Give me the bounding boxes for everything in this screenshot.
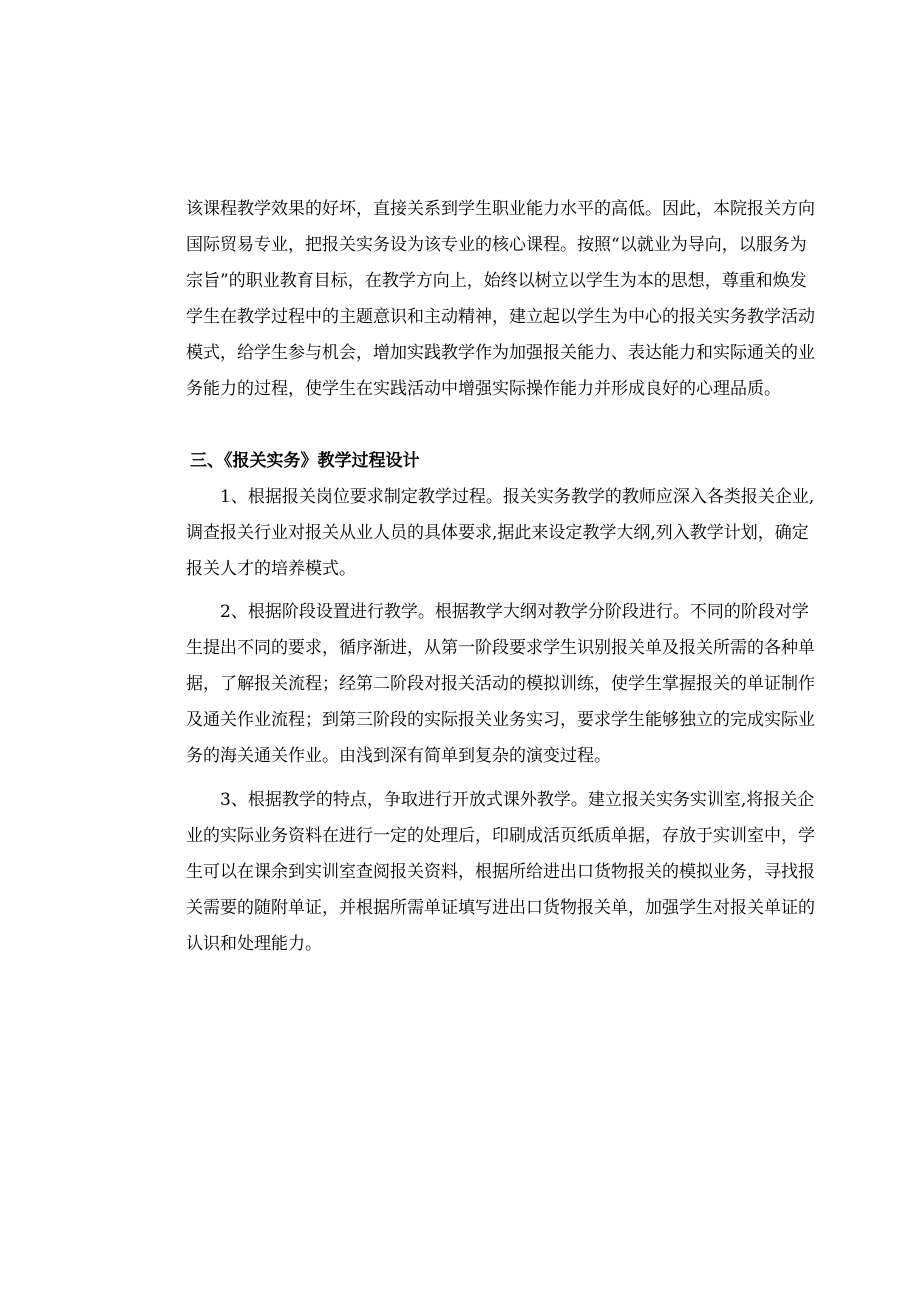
item2-line-1 (0, 594, 920, 630)
item3-line-4 (0, 890, 920, 926)
intro-line-4 (0, 299, 920, 335)
paragraph-text: 3、根据教学的特点，争取进行开放式课外教学。建立报关实务实训室,将报关企 (220, 790, 815, 810)
intro-line-2 (0, 227, 920, 263)
paragraph-text: 学生在教学过程中的主题意识和主动精神，建立起以学生为中心的报关实务教学活动 (186, 307, 815, 327)
item1-line-2 (0, 515, 920, 551)
paragraph-text: 2、根据阶段设置进行教学。根据教学大纲对教学分阶段进行。不同的阶段对学 (220, 602, 809, 622)
item2-line-3 (0, 666, 920, 702)
paragraph-text: 1、根据报关岗位要求制定教学过程。报关实务教学的教师应深入各类报关企业, (220, 487, 815, 507)
paragraph-text: 业的实际业务资料在进行一定的处理后，印刷成活页纸质单据，存放于实训室中，学 (186, 826, 815, 846)
intro-line-5 (0, 335, 920, 371)
item3-line-3 (0, 854, 920, 890)
item1-line-1 (0, 479, 920, 515)
intro-line-6 (0, 371, 920, 407)
paragraph-text: 及通关作业流程；到第三阶段的实际报关业务实习，要求学生能够独立的完成实际业 (186, 710, 815, 730)
paragraph-text: 模式，给学生参与机会，增加实践教学作为加强报关能力、表达能力和实际通关的业 (186, 343, 815, 363)
paragraph-text: 务的海关通关作业。由浅到深有简单到复杂的演变过程。 (186, 746, 611, 766)
item3-line-5 (0, 926, 920, 962)
paragraph-text: 据，了解报关流程；经第二阶段对报关活动的模拟训练，使学生掌握报关的单证制作 (186, 674, 815, 694)
intro-line-3 (0, 263, 920, 299)
paragraph-text: 生可以在课余到实训室查阅报关资料，根据所给进出口货物报关的模拟业务，寻找报 (186, 862, 815, 882)
paragraph-text: 该课程教学效果的好坏，直接关系到学生职业能力水平的高低。因此，本院报关方向 (186, 199, 815, 219)
paragraph-text: 务能力的过程，使学生在实践活动中增强实际操作能力并形成良好的心理品质。 (186, 379, 781, 399)
paragraph-text: 调查报关行业对报关从业人员的具体要求,据此来设定教学大纲,列入教学计划，确定 (186, 523, 809, 543)
item3-line-2 (0, 818, 920, 854)
section-heading-text: 三、《报关实务》教学过程设计 (190, 451, 420, 471)
paragraph-text: 生提出不同的要求，循序渐进，从第一阶段要求学生识别报关单及报关所需的各种单 (186, 638, 815, 658)
intro-line-1 (0, 191, 920, 227)
item2-line-4 (0, 702, 920, 738)
item1-line-3 (0, 551, 920, 587)
item2-line-5 (0, 738, 920, 774)
paragraph-text: 认识和处理能力。 (186, 934, 322, 954)
paragraph-text: 宗旨”的职业教育目标，在教学方向上，始终以树立以学生为本的思想，尊重和焕发 (186, 271, 807, 291)
paragraph-text: 关需要的随附单证，并根据所需单证填写进出口货物报关单，加强学生对报关单证的 (186, 898, 815, 918)
paragraph-text: 国际贸易专业，把报关实务设为该专业的核心课程。按照“以就业为导向，以服务为 (186, 235, 807, 255)
item2-line-2 (0, 630, 920, 666)
paragraph-text: 报关人才的培养模式。 (186, 559, 356, 579)
item3-line-1 (0, 782, 920, 818)
section-heading (0, 443, 920, 479)
